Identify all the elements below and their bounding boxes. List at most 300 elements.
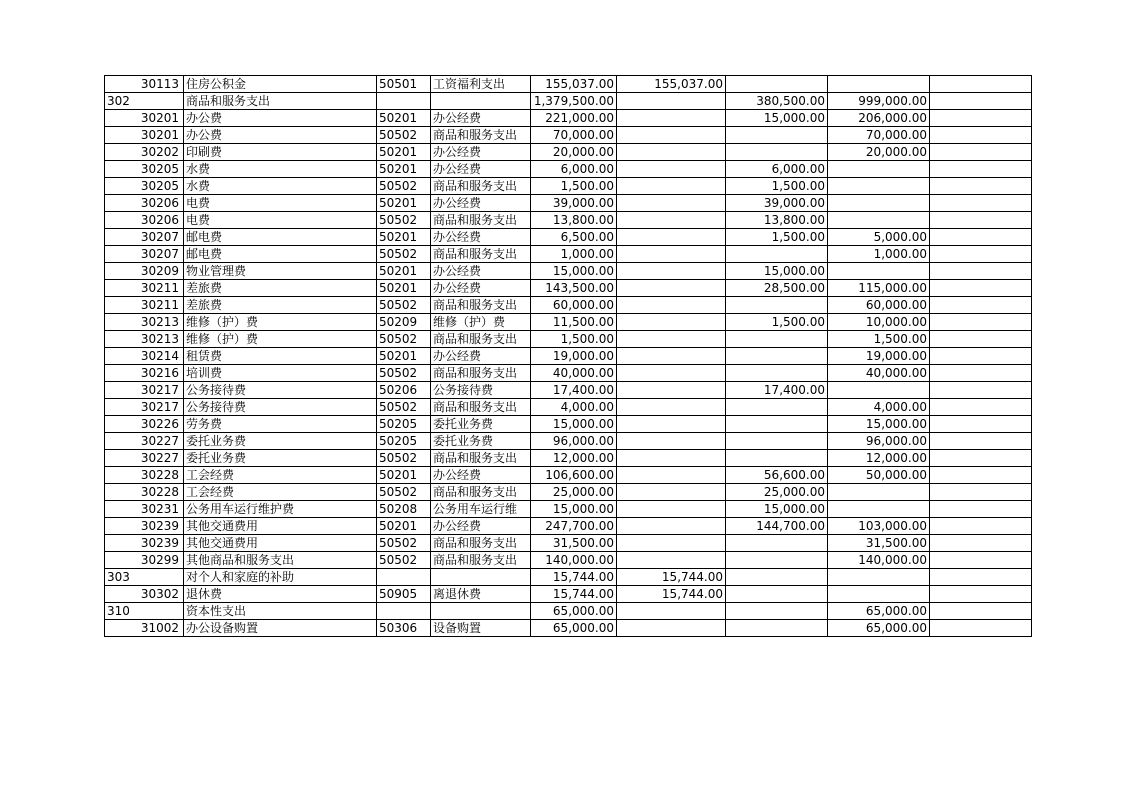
total-amount-cell[interactable]: 106,600.00 [531,467,617,484]
personnel-amount-cell[interactable] [617,552,726,569]
function-name-cell[interactable]: 资本性支出 [184,603,377,620]
econ-name-cell[interactable] [431,569,531,586]
function-code-cell[interactable]: 30228 [105,484,184,501]
blank-cell[interactable] [930,76,1032,93]
total-amount-cell[interactable]: 70,000.00 [531,127,617,144]
blank-cell[interactable] [930,365,1032,382]
project-amount-cell[interactable] [828,76,930,93]
blank-cell[interactable] [930,110,1032,127]
function-name-cell[interactable]: 其他交通费用 [184,535,377,552]
total-amount-cell[interactable]: 6,000.00 [531,161,617,178]
total-amount-cell[interactable]: 65,000.00 [531,620,617,637]
total-amount-cell[interactable]: 15,000.00 [531,263,617,280]
personnel-amount-cell[interactable] [617,399,726,416]
function-name-cell[interactable]: 公务接待费 [184,382,377,399]
econ-name-cell[interactable]: 商品和服务支出 [431,535,531,552]
project-amount-cell[interactable] [828,212,930,229]
personnel-amount-cell[interactable] [617,93,726,110]
function-name-cell[interactable]: 工会经费 [184,467,377,484]
public-amount-cell[interactable]: 15,000.00 [726,110,828,127]
function-code-cell[interactable]: 30299 [105,552,184,569]
function-name-cell[interactable]: 退休费 [184,586,377,603]
blank-cell[interactable] [930,382,1032,399]
blank-cell[interactable] [930,195,1032,212]
public-amount-cell[interactable] [726,535,828,552]
function-code-cell[interactable]: 30205 [105,161,184,178]
total-amount-cell[interactable]: 1,500.00 [531,178,617,195]
personnel-amount-cell[interactable] [617,365,726,382]
personnel-amount-cell[interactable] [617,518,726,535]
project-amount-cell[interactable]: 4,000.00 [828,399,930,416]
function-code-cell[interactable]: 30207 [105,229,184,246]
total-amount-cell[interactable]: 143,500.00 [531,280,617,297]
project-amount-cell[interactable]: 96,000.00 [828,433,930,450]
blank-cell[interactable] [930,348,1032,365]
personnel-amount-cell[interactable] [617,110,726,127]
function-code-cell[interactable]: 30239 [105,518,184,535]
blank-cell[interactable] [930,620,1032,637]
blank-cell[interactable] [930,263,1032,280]
blank-cell[interactable] [930,501,1032,518]
project-amount-cell[interactable]: 10,000.00 [828,314,930,331]
function-code-cell[interactable]: 30206 [105,195,184,212]
total-amount-cell[interactable]: 13,800.00 [531,212,617,229]
personnel-amount-cell[interactable]: 155,037.00 [617,76,726,93]
total-amount-cell[interactable]: 19,000.00 [531,348,617,365]
function-code-cell[interactable]: 30302 [105,586,184,603]
personnel-amount-cell[interactable] [617,416,726,433]
total-amount-cell[interactable]: 6,500.00 [531,229,617,246]
function-name-cell[interactable]: 差旅费 [184,297,377,314]
public-amount-cell[interactable] [726,297,828,314]
econ-name-cell[interactable]: 委托业务费 [431,433,531,450]
function-name-cell[interactable]: 租赁费 [184,348,377,365]
function-code-cell[interactable]: 30217 [105,399,184,416]
econ-code-cell[interactable]: 50502 [377,212,431,229]
personnel-amount-cell[interactable] [617,535,726,552]
econ-code-cell[interactable]: 50201 [377,195,431,212]
personnel-amount-cell[interactable] [617,501,726,518]
econ-code-cell[interactable]: 50502 [377,331,431,348]
econ-code-cell[interactable]: 50502 [377,399,431,416]
project-amount-cell[interactable]: 103,000.00 [828,518,930,535]
econ-name-cell[interactable]: 办公经费 [431,280,531,297]
function-name-cell[interactable]: 公务用车运行维护费 [184,501,377,518]
blank-cell[interactable] [930,212,1032,229]
econ-name-cell[interactable]: 办公经费 [431,263,531,280]
project-amount-cell[interactable]: 12,000.00 [828,450,930,467]
econ-code-cell[interactable]: 50201 [377,110,431,127]
function-name-cell[interactable]: 委托业务费 [184,450,377,467]
public-amount-cell[interactable] [726,569,828,586]
econ-name-cell[interactable]: 商品和服务支出 [431,178,531,195]
function-name-cell[interactable]: 其他交通费用 [184,518,377,535]
public-amount-cell[interactable]: 28,500.00 [726,280,828,297]
project-amount-cell[interactable] [828,178,930,195]
public-amount-cell[interactable] [726,127,828,144]
project-amount-cell[interactable]: 65,000.00 [828,603,930,620]
econ-code-cell[interactable]: 50206 [377,382,431,399]
function-code-cell[interactable]: 30227 [105,450,184,467]
function-name-cell[interactable]: 维修（护）费 [184,331,377,348]
blank-cell[interactable] [930,127,1032,144]
total-amount-cell[interactable]: 15,744.00 [531,569,617,586]
function-code-cell[interactable]: 30205 [105,178,184,195]
econ-name-cell[interactable] [431,93,531,110]
total-amount-cell[interactable]: 155,037.00 [531,76,617,93]
personnel-amount-cell[interactable] [617,382,726,399]
public-amount-cell[interactable]: 25,000.00 [726,484,828,501]
econ-name-cell[interactable]: 公务用车运行维 [431,501,531,518]
public-amount-cell[interactable] [726,433,828,450]
project-amount-cell[interactable]: 20,000.00 [828,144,930,161]
econ-code-cell[interactable]: 50201 [377,161,431,178]
total-amount-cell[interactable]: 1,500.00 [531,331,617,348]
econ-name-cell[interactable] [431,603,531,620]
total-amount-cell[interactable]: 40,000.00 [531,365,617,382]
personnel-amount-cell[interactable] [617,161,726,178]
blank-cell[interactable] [930,535,1032,552]
project-amount-cell[interactable]: 65,000.00 [828,620,930,637]
function-code-cell[interactable]: 30239 [105,535,184,552]
public-amount-cell[interactable]: 56,600.00 [726,467,828,484]
total-amount-cell[interactable]: 25,000.00 [531,484,617,501]
econ-code-cell[interactable]: 50501 [377,76,431,93]
econ-code-cell[interactable]: 50205 [377,416,431,433]
econ-name-cell[interactable]: 办公经费 [431,110,531,127]
public-amount-cell[interactable] [726,552,828,569]
project-amount-cell[interactable] [828,195,930,212]
project-amount-cell[interactable] [828,382,930,399]
econ-code-cell[interactable] [377,603,431,620]
econ-code-cell[interactable]: 50205 [377,433,431,450]
econ-name-cell[interactable]: 商品和服务支出 [431,127,531,144]
econ-name-cell[interactable]: 商品和服务支出 [431,365,531,382]
econ-code-cell[interactable]: 50201 [377,280,431,297]
function-name-cell[interactable]: 物业管理费 [184,263,377,280]
personnel-amount-cell[interactable] [617,195,726,212]
public-amount-cell[interactable] [726,348,828,365]
total-amount-cell[interactable]: 140,000.00 [531,552,617,569]
personnel-amount-cell[interactable] [617,297,726,314]
function-name-cell[interactable]: 邮电费 [184,246,377,263]
econ-code-cell[interactable]: 50905 [377,586,431,603]
project-amount-cell[interactable] [828,263,930,280]
econ-name-cell[interactable]: 办公经费 [431,229,531,246]
function-name-cell[interactable]: 水费 [184,161,377,178]
blank-cell[interactable] [930,603,1032,620]
function-code-cell[interactable]: 30211 [105,297,184,314]
table-row [105,467,1032,484]
public-amount-cell[interactable]: 17,400.00 [726,382,828,399]
project-amount-cell[interactable] [828,586,930,603]
function-code-cell[interactable]: 310 [105,603,184,620]
blank-cell[interactable] [930,552,1032,569]
personnel-amount-cell[interactable] [617,263,726,280]
public-amount-cell[interactable]: 13,800.00 [726,212,828,229]
function-code-cell[interactable]: 30206 [105,212,184,229]
table-row [105,195,1032,212]
blank-cell[interactable] [930,161,1032,178]
econ-code-cell[interactable]: 50201 [377,229,431,246]
econ-name-cell[interactable]: 商品和服务支出 [431,246,531,263]
table-row [105,518,1032,535]
project-amount-cell[interactable]: 19,000.00 [828,348,930,365]
personnel-amount-cell[interactable] [617,603,726,620]
function-code-cell[interactable]: 30216 [105,365,184,382]
function-code-cell[interactable]: 30213 [105,331,184,348]
function-code-cell[interactable]: 30202 [105,144,184,161]
blank-cell[interactable] [930,586,1032,603]
public-amount-cell[interactable] [726,450,828,467]
function-code-cell[interactable]: 303 [105,569,184,586]
total-amount-cell[interactable]: 15,000.00 [531,501,617,518]
project-amount-cell[interactable] [828,484,930,501]
blank-cell[interactable] [930,484,1032,501]
personnel-amount-cell[interactable] [617,178,726,195]
function-name-cell[interactable]: 办公费 [184,127,377,144]
function-code-cell[interactable]: 30226 [105,416,184,433]
project-amount-cell[interactable]: 115,000.00 [828,280,930,297]
econ-code-cell[interactable]: 50201 [377,518,431,535]
project-amount-cell[interactable]: 40,000.00 [828,365,930,382]
personnel-amount-cell[interactable] [617,450,726,467]
project-amount-cell[interactable]: 999,000.00 [828,93,930,110]
total-amount-cell[interactable]: 221,000.00 [531,110,617,127]
project-amount-cell[interactable]: 1,000.00 [828,246,930,263]
personnel-amount-cell[interactable] [617,212,726,229]
total-amount-cell[interactable]: 15,744.00 [531,586,617,603]
personnel-amount-cell[interactable]: 15,744.00 [617,586,726,603]
total-amount-cell[interactable]: 20,000.00 [531,144,617,161]
personnel-amount-cell[interactable]: 15,744.00 [617,569,726,586]
econ-code-cell[interactable]: 50306 [377,620,431,637]
econ-name-cell[interactable]: 维修（护）费 [431,314,531,331]
econ-name-cell[interactable]: 公务接待费 [431,382,531,399]
project-amount-cell[interactable]: 206,000.00 [828,110,930,127]
function-code-cell[interactable]: 30213 [105,314,184,331]
function-code-cell[interactable]: 30201 [105,127,184,144]
public-amount-cell[interactable] [726,586,828,603]
function-name-cell[interactable]: 邮电费 [184,229,377,246]
total-amount-cell[interactable]: 31,500.00 [531,535,617,552]
econ-code-cell[interactable]: 50502 [377,127,431,144]
function-code-cell[interactable]: 30214 [105,348,184,365]
blank-cell[interactable] [930,229,1032,246]
public-amount-cell[interactable] [726,603,828,620]
public-amount-cell[interactable] [726,144,828,161]
econ-code-cell[interactable]: 50502 [377,552,431,569]
econ-name-cell[interactable]: 设备购置 [431,620,531,637]
econ-code-cell[interactable]: 50502 [377,365,431,382]
econ-name-cell[interactable]: 工资福利支出 [431,76,531,93]
econ-code-cell[interactable]: 50502 [377,450,431,467]
total-amount-cell[interactable]: 17,400.00 [531,382,617,399]
total-amount-cell[interactable]: 96,000.00 [531,433,617,450]
personnel-amount-cell[interactable] [617,348,726,365]
function-code-cell[interactable]: 30201 [105,110,184,127]
total-amount-cell[interactable]: 12,000.00 [531,450,617,467]
personnel-amount-cell[interactable] [617,433,726,450]
econ-name-cell[interactable]: 商品和服务支出 [431,212,531,229]
personnel-amount-cell[interactable] [617,314,726,331]
blank-cell[interactable] [930,246,1032,263]
personnel-amount-cell[interactable] [617,467,726,484]
blank-cell[interactable] [930,569,1032,586]
public-amount-cell[interactable]: 6,000.00 [726,161,828,178]
function-name-cell[interactable]: 差旅费 [184,280,377,297]
econ-name-cell[interactable]: 办公经费 [431,161,531,178]
econ-code-cell[interactable]: 50201 [377,144,431,161]
blank-cell[interactable] [930,144,1032,161]
public-amount-cell[interactable]: 380,500.00 [726,93,828,110]
blank-cell[interactable] [930,93,1032,110]
project-amount-cell[interactable] [828,501,930,518]
personnel-amount-cell[interactable] [617,127,726,144]
blank-cell[interactable] [930,297,1032,314]
public-amount-cell[interactable] [726,331,828,348]
personnel-amount-cell[interactable] [617,484,726,501]
blank-cell[interactable] [930,450,1032,467]
function-name-cell[interactable]: 电费 [184,212,377,229]
public-amount-cell[interactable]: 15,000.00 [726,501,828,518]
econ-code-cell[interactable]: 50502 [377,178,431,195]
project-amount-cell[interactable]: 140,000.00 [828,552,930,569]
blank-cell[interactable] [930,178,1032,195]
econ-name-cell[interactable]: 办公经费 [431,467,531,484]
function-code-cell[interactable]: 30227 [105,433,184,450]
function-name-cell[interactable]: 商品和服务支出 [184,93,377,110]
function-name-cell[interactable]: 住房公积金 [184,76,377,93]
econ-name-cell[interactable]: 商品和服务支出 [431,552,531,569]
econ-name-cell[interactable]: 办公经费 [431,518,531,535]
function-code-cell[interactable]: 30228 [105,467,184,484]
econ-code-cell[interactable] [377,93,431,110]
econ-name-cell[interactable]: 商品和服务支出 [431,450,531,467]
econ-name-cell[interactable]: 商品和服务支出 [431,484,531,501]
function-name-cell[interactable]: 劳务费 [184,416,377,433]
public-amount-cell[interactable]: 1,500.00 [726,229,828,246]
function-name-cell[interactable]: 公务接待费 [184,399,377,416]
blank-cell[interactable] [930,416,1032,433]
project-amount-cell[interactable]: 60,000.00 [828,297,930,314]
public-amount-cell[interactable] [726,76,828,93]
function-code-cell[interactable]: 302 [105,93,184,110]
econ-name-cell[interactable]: 办公经费 [431,348,531,365]
econ-name-cell[interactable]: 办公经费 [431,195,531,212]
project-amount-cell[interactable] [828,569,930,586]
project-amount-cell[interactable]: 31,500.00 [828,535,930,552]
public-amount-cell[interactable]: 1,500.00 [726,314,828,331]
blank-cell[interactable] [930,280,1032,297]
econ-code-cell[interactable]: 50209 [377,314,431,331]
personnel-amount-cell[interactable] [617,620,726,637]
econ-code-cell[interactable]: 50208 [377,501,431,518]
total-amount-cell[interactable]: 1,000.00 [531,246,617,263]
public-amount-cell[interactable] [726,620,828,637]
personnel-amount-cell[interactable] [617,246,726,263]
econ-name-cell[interactable]: 办公经费 [431,144,531,161]
public-amount-cell[interactable] [726,246,828,263]
project-amount-cell[interactable]: 1,500.00 [828,331,930,348]
econ-code-cell[interactable]: 50502 [377,297,431,314]
function-name-cell[interactable]: 对个人和家庭的补助 [184,569,377,586]
function-name-cell[interactable]: 培训费 [184,365,377,382]
function-name-cell[interactable]: 电费 [184,195,377,212]
project-amount-cell[interactable]: 70,000.00 [828,127,930,144]
total-amount-cell[interactable]: 15,000.00 [531,416,617,433]
public-amount-cell[interactable] [726,416,828,433]
personnel-amount-cell[interactable] [617,331,726,348]
public-amount-cell[interactable] [726,365,828,382]
project-amount-cell[interactable]: 50,000.00 [828,467,930,484]
econ-code-cell[interactable]: 50502 [377,535,431,552]
econ-code-cell[interactable]: 50201 [377,263,431,280]
econ-name-cell[interactable]: 商品和服务支出 [431,297,531,314]
total-amount-cell[interactable]: 65,000.00 [531,603,617,620]
personnel-amount-cell[interactable] [617,229,726,246]
function-code-cell[interactable]: 30209 [105,263,184,280]
blank-cell[interactable] [930,467,1032,484]
function-code-cell[interactable]: 30231 [105,501,184,518]
blank-cell[interactable] [930,314,1032,331]
public-amount-cell[interactable] [726,399,828,416]
blank-cell[interactable] [930,331,1032,348]
total-amount-cell[interactable]: 60,000.00 [531,297,617,314]
personnel-amount-cell[interactable] [617,144,726,161]
personnel-amount-cell[interactable] [617,280,726,297]
function-name-cell[interactable]: 印刷费 [184,144,377,161]
total-amount-cell[interactable]: 1,379,500.00 [531,93,617,110]
function-code-cell[interactable]: 30217 [105,382,184,399]
function-name-cell[interactable]: 其他商品和服务支出 [184,552,377,569]
econ-name-cell[interactable]: 离退休费 [431,586,531,603]
econ-code-cell[interactable]: 50201 [377,348,431,365]
public-amount-cell[interactable]: 15,000.00 [726,263,828,280]
econ-name-cell[interactable]: 委托业务费 [431,416,531,433]
econ-code-cell[interactable]: 50201 [377,467,431,484]
function-code-cell[interactable]: 30113 [105,76,184,93]
function-name-cell[interactable]: 工会经费 [184,484,377,501]
function-name-cell[interactable]: 办公费 [184,110,377,127]
public-amount-cell[interactable]: 144,700.00 [726,518,828,535]
public-amount-cell[interactable]: 1,500.00 [726,178,828,195]
total-amount-cell[interactable]: 39,000.00 [531,195,617,212]
total-amount-cell[interactable]: 247,700.00 [531,518,617,535]
econ-code-cell[interactable]: 50502 [377,484,431,501]
project-amount-cell[interactable]: 15,000.00 [828,416,930,433]
econ-name-cell[interactable]: 商品和服务支出 [431,399,531,416]
econ-name-cell[interactable]: 商品和服务支出 [431,331,531,348]
function-code-cell[interactable]: 30207 [105,246,184,263]
function-name-cell[interactable]: 水费 [184,178,377,195]
econ-code-cell[interactable]: 50502 [377,246,431,263]
project-amount-cell[interactable] [828,161,930,178]
public-amount-cell[interactable]: 39,000.00 [726,195,828,212]
function-name-cell[interactable]: 办公设备购置 [184,620,377,637]
function-code-cell[interactable]: 30211 [105,280,184,297]
function-code-cell[interactable]: 31002 [105,620,184,637]
blank-cell[interactable] [930,433,1032,450]
total-amount-cell[interactable]: 11,500.00 [531,314,617,331]
function-name-cell[interactable]: 维修（护）费 [184,314,377,331]
project-amount-cell[interactable]: 5,000.00 [828,229,930,246]
function-name-cell[interactable]: 委托业务费 [184,433,377,450]
econ-code-cell[interactable] [377,569,431,586]
blank-cell[interactable] [930,518,1032,535]
blank-cell[interactable] [930,399,1032,416]
total-amount-cell[interactable]: 4,000.00 [531,399,617,416]
